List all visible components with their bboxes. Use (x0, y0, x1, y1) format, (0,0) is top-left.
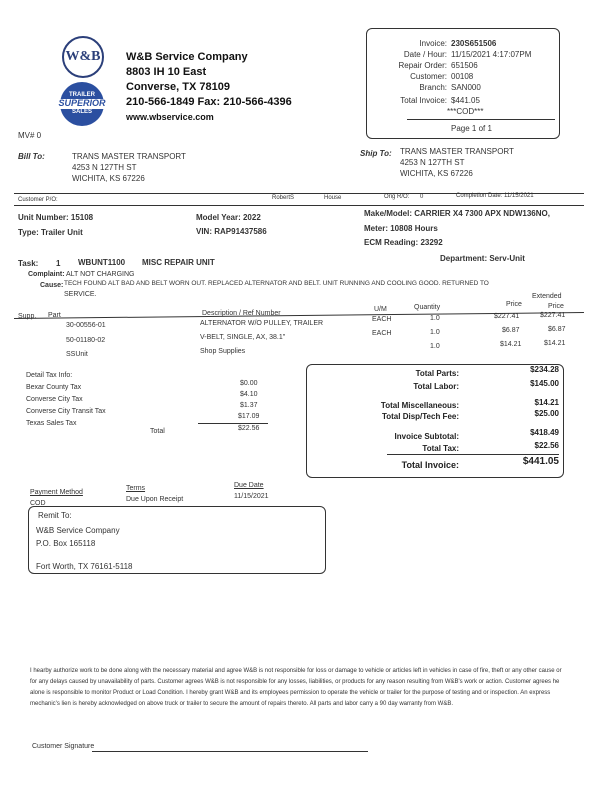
part-description: ALTERNATOR W/O PULLEY, TRAILER (200, 320, 324, 327)
badge-bottom-text: SALES (71, 108, 92, 115)
parts-header-supp: Supp. (18, 313, 37, 320)
company-street: 8803 IH 10 East (126, 66, 207, 78)
unit-type: Type: Trailer Unit (18, 228, 83, 237)
unit-number: Unit Number: 15108 (18, 213, 94, 222)
terms-value: Due Upon Receipt (126, 496, 184, 503)
tax-name: Converse City Transit Tax (26, 408, 106, 415)
total-disp-value: $25.00 (534, 409, 559, 418)
part-description: V-BELT, SINGLE, AX, 38.1" (200, 334, 286, 341)
total-misc-label: Total Miscellaneous: (380, 401, 459, 410)
ship-to-line3: WICHITA, KS 67226 (400, 169, 473, 178)
total-invoice-label: Total Invoice: (401, 460, 459, 470)
ecm-reading: ECM Reading: 23292 (364, 238, 443, 247)
parts-header-ext2: Price (548, 303, 564, 310)
mv-number: MV# 0 (18, 131, 42, 140)
part-qty: 1.0 (430, 343, 440, 350)
total-invoice-value: $441.05 (522, 456, 559, 467)
part-extended: $6.87 (548, 326, 566, 333)
total-misc-value: $14.21 (534, 398, 559, 407)
bill-to-address (72, 151, 186, 184)
invoice-number: 230S651506 (451, 39, 497, 48)
ro-label: Repair Order: (398, 61, 447, 70)
tax-total-label: Total (150, 428, 165, 435)
cause-label: Cause: (40, 282, 64, 289)
total-disp-label: Total Disp/Tech Fee: (381, 412, 459, 421)
part-extended: $227.41 (540, 312, 566, 319)
part-price: $227.41 (494, 313, 520, 320)
tax-header: Detail Tax Info: (26, 372, 73, 379)
part-extended: $14.21 (544, 340, 566, 347)
completion-date: Completion Date: 11/15/2021 (456, 193, 534, 199)
orig-ro-label: Orig R/O: (384, 194, 410, 200)
total-labor-label: Total Labor: (413, 382, 459, 391)
tax-total-line (198, 423, 268, 424)
part-price: $6.87 (502, 327, 520, 334)
part-qty: 1.0 (430, 315, 440, 322)
parts-header-um: U/M (374, 306, 387, 313)
writer-name: RobertS (272, 195, 295, 201)
signature-line[interactable] (92, 751, 368, 752)
task-label: Task: (18, 259, 39, 268)
bill-to-line3: WICHITA, KS 67226 (72, 174, 145, 183)
datehour-value: 11/15/2021 4:17:07PM (451, 50, 532, 59)
task-description: MISC REPAIR UNIT (142, 258, 215, 267)
tax-total-value: $22.56 (238, 425, 260, 432)
orig-ro-value: 0 (420, 194, 424, 200)
vin: VIN: RAP91437586 (196, 227, 267, 236)
parts-header-part: Part (48, 312, 61, 319)
ship-to-line2: 4253 N 127TH ST (400, 158, 465, 167)
totals-divider (387, 454, 559, 455)
invoice-subtotal-label: Invoice Subtotal: (394, 432, 459, 441)
part-description: Shop Supplies (200, 348, 246, 355)
customer-signature-label: Customer Signature (32, 743, 95, 750)
total-tax-label: Total Tax: (422, 444, 459, 453)
info-row-bottom-line (14, 205, 584, 206)
tax-value: $4.10 (240, 391, 258, 398)
invoice-box-divider (407, 119, 555, 120)
department: Department: Serv-Unit (440, 254, 525, 263)
payment-method-label: Payment Method (30, 489, 83, 496)
bill-to-label: Bill To: (18, 152, 45, 161)
due-date-label: Due Date (234, 482, 264, 489)
company-name: W&B Service Company (126, 51, 248, 63)
wb-logo-text: W&B (65, 49, 101, 64)
total-parts-label: Total Parts: (415, 369, 459, 378)
cod-text: ***COD*** (447, 107, 484, 116)
totals-box (306, 364, 564, 478)
company-phone: 210-566-1849 Fax: 210-566-4396 (126, 96, 292, 108)
tax-name: Converse City Tax (26, 396, 83, 403)
parts-header-price: Price (506, 301, 522, 308)
ship-to-line1: TRANS MASTER TRANSPORT (400, 147, 514, 156)
branch-label: Branch: (419, 83, 447, 92)
parts-header-desc: Description / Ref Number (202, 310, 281, 317)
tax-value: $1.37 (240, 402, 258, 409)
cause-text-line1: TECH FOUND ALT BAD AND BELT WORN OUT. REPLACED ALTERNATOR AND BELT. UNIT RUNNING AND COOLING GOOD. RETURNED TO (64, 280, 489, 287)
payment-method-value: COD (30, 500, 46, 507)
make-model: Make/Model: CARRIER X4 7300 APX NDW136NO, (364, 209, 550, 218)
total-tax-value: $22.56 (534, 441, 559, 450)
total-labor-value: $145.00 (530, 379, 559, 388)
remit-to-label: Remit To: (38, 511, 72, 520)
total-parts-value: $234.28 (530, 365, 559, 374)
customer-po-label: Customer P/O: (18, 197, 58, 203)
ro-value: 651506 (451, 61, 478, 70)
part-um: EACH (372, 316, 392, 323)
badge-mid-text: SUPERIOR (58, 98, 106, 109)
superior-trailer-badge (60, 82, 104, 126)
parts-header-qty: Quantity (414, 304, 441, 311)
parts-header-ext1: Extended (532, 293, 562, 300)
location-text: House (324, 195, 342, 201)
customer-label: Customer: (410, 72, 447, 81)
model-year: Model Year: 2022 (196, 213, 261, 222)
tax-name: Texas Sales Tax (26, 420, 77, 427)
complaint-label: Complaint: (28, 271, 65, 278)
part-price: $14.21 (500, 341, 522, 348)
cause-text-line2: SERVICE. (64, 291, 97, 298)
wb-logo (62, 36, 104, 78)
remit-line1: W&B Service Company (36, 526, 120, 535)
datehour-label: Date / Hour: (403, 50, 447, 59)
total-invoice-value: $441.05 (451, 96, 480, 105)
ship-to-address (400, 146, 514, 179)
tax-name: Bexar County Tax (26, 384, 82, 391)
due-date-value: 11/15/2021 (234, 493, 269, 500)
bill-to-line1: TRANS MASTER TRANSPORT (72, 152, 186, 161)
remit-line2: P.O. Box 165118 (36, 539, 96, 548)
badge-top-text: TRAILER (69, 92, 95, 99)
task-number: 1 (56, 259, 61, 268)
remit-line3: Fort Worth, TX 76161-5118 (36, 562, 133, 571)
company-block (126, 50, 292, 125)
part-number: SSUnit (66, 351, 88, 358)
meter-reading: Meter: 10808 Hours (364, 224, 438, 233)
invoice-subtotal-value: $418.49 (530, 428, 559, 437)
page-number: Page 1 of 1 (451, 124, 492, 133)
invoice-label: Invoice: (419, 39, 447, 48)
part-number: 50-01180-02 (66, 337, 106, 344)
invoice-summary-box (366, 28, 560, 139)
company-city: Converse, TX 78109 (126, 81, 230, 93)
ship-to-label: Ship To: (360, 149, 392, 158)
company-web: www.wbservice.com (126, 112, 214, 122)
part-qty: 1.0 (430, 329, 440, 336)
branch-value: SAN000 (451, 83, 481, 92)
tax-value: $0.00 (240, 380, 258, 387)
terms-label: Terms (126, 485, 146, 492)
customer-value: 00108 (451, 72, 474, 81)
part-um: EACH (372, 330, 392, 337)
complaint-text: ALT NOT CHARGING (66, 271, 135, 278)
task-code: WBUNT1100 (78, 258, 126, 267)
total-invoice-label: Total Invoice: (400, 96, 447, 105)
bill-to-line2: 4253 N 127TH ST (72, 163, 137, 172)
disclaimer-text: I hearby authorize work to be done along with the necessary material and agree W&B is not responsible for loss or damage to vehicle or articles left in vehicles in case of fire, theft or any other cause or for any delays caused by unavailability of parts. Customer agrees W&B is not responsible for any losses, liabilities, or products for any reason resulting from W&B's work or action. Customer agrees he alone is responsible to monitor Product or Load Condition. I hereby grant W&B and its employees permission to operate the vehicle or trailer for the purpose of testing and or inspection. An express mechanic's lien is hereby acknowledged on above truck or trailer to secure the amount of repairs thereto. All parts and labor carry a 90 day warranty from W&B. (30, 668, 562, 707)
part-number: 30-00556-01 (66, 322, 106, 329)
tax-value: $17.09 (238, 413, 260, 420)
